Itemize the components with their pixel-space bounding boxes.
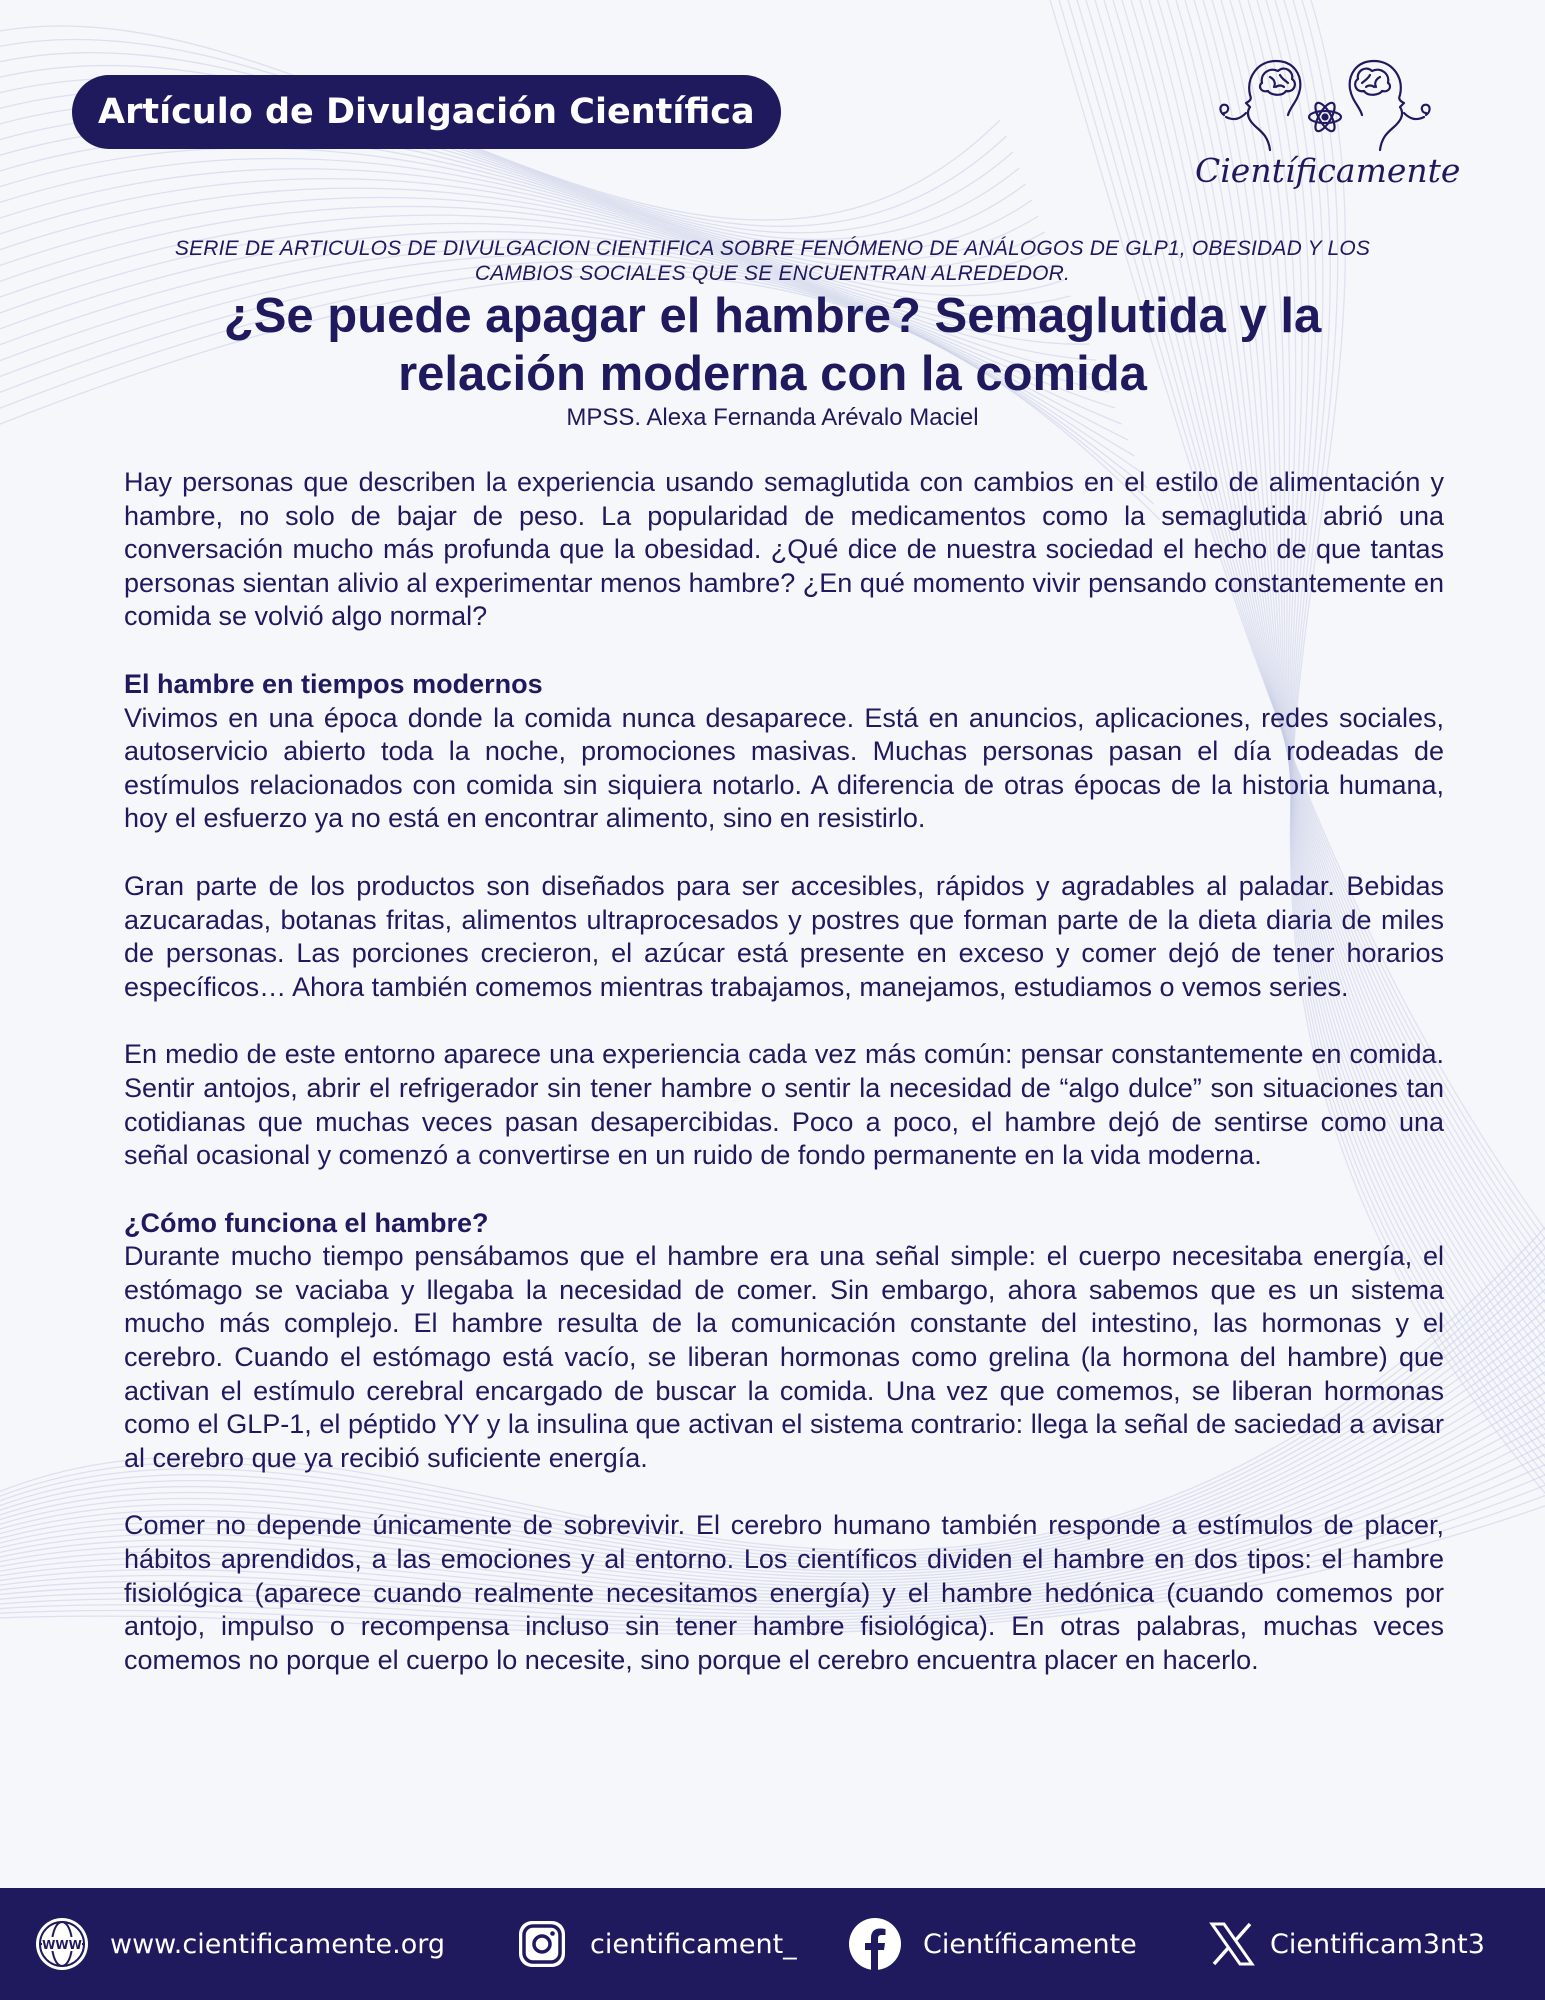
brand-logo[interactable] [1195, 55, 1461, 205]
website-url: www.cientificamente.org [110, 1928, 445, 1960]
brand-name: Científicamente [1195, 151, 1461, 190]
section-heading-how-hunger-works: ¿Cómo funciona el hambre? [124, 1207, 489, 1238]
series-line-2: CAMBIOS SOCIALES QUE SE ENCUENTRAN ALREDEDOR. [474, 262, 1071, 285]
footer-bar [0, 1888, 1545, 2000]
intro-paragraph: Hay personas que describen la experiencia usando semaglutida con cambios en el estilo de alimentación y hambre, no solo de bajar de peso. La popularidad de medicamentos como la semaglutida abrió una conversación mucho más profunda que la obesidad. ¿Qué dice de nuestra sociedad el hecho de que tantas personas sientan alivio al experimentar menos hambre? ¿En qué momento vivir pensando constantemente en comida se volvió algo normal? [124, 467, 1444, 632]
section2-paragraph-2: Comer no depende únicamente de sobrevivir. El cerebro humano también responde a estímulos de placer, hábitos aprendidos, a las emociones y al entorno. Los científicos dividen el hambre en dos tipos: el hambre fisiológica (aparece cuando realmente necesitamos energía) y el hambre hedónica (cuando comemos por antojo, impulso o recompensa incluso sin tener hambre fisiológica). En otras palabras, muchas veces comemos no porque el cuerpo lo necesite, sino porque el cerebro encuentra placer en hacerlo. [124, 1510, 1444, 1675]
section-heading-modern-hunger: El hambre en tiempos modernos [124, 668, 543, 699]
svg-text:WWW: WWW [42, 1938, 82, 1952]
facebook-icon [847, 1916, 903, 1972]
footer-facebook-link[interactable] [847, 1914, 1137, 1974]
footer-x-link[interactable] [1204, 1914, 1485, 1974]
series-subtitle [110, 236, 1435, 286]
series-line-1: SERIE DE ARTICULOS DE DIVULGACION CIENTIFICA SOBRE FENÓMENO DE ANÁLOGOS DE GLP1, OBESIDAD Y LOS [174, 237, 1371, 260]
instagram-handle: cientificament_ [590, 1928, 797, 1960]
facebook-page: Científicamente [923, 1928, 1137, 1960]
section1-paragraph-1: Vivimos en una época donde la comida nunca desaparece. Está en anuncios, aplicaciones, redes sociales, autoservicio abierto toda la noche, promociones masivas. Muchas personas pasan el día rodeadas de estímulos relacionados con comida sin siquiera notarlo. A diferencia de otras épocas de la historia humana, hoy el esfuerzo ya no está en encontrar alimento, sino en resistirlo. [124, 702, 1444, 834]
article-type-badge: Artículo de Divulgación Científica [72, 75, 781, 149]
two-brains-atom-icon [1210, 55, 1440, 155]
x-handle: Cientificam3nt3 [1270, 1928, 1485, 1960]
footer-website-link[interactable] [34, 1914, 445, 1974]
footer-instagram-link[interactable] [514, 1914, 797, 1974]
instagram-icon [514, 1916, 570, 1972]
title-line-1: ¿Se puede apagar el hambre? Semaglutida y la [223, 289, 1322, 343]
article-author: MPSS. Alexa Fernanda Arévalo Maciel [566, 404, 979, 431]
globe-icon [34, 1916, 90, 1972]
section2-paragraph-1: Durante mucho tiempo pensábamos que el hambre era una señal simple: el cuerpo necesitaba energía, el estómago se vaciaba y llegaba la necesidad de comer. Sin embargo, ahora sabemos que es un sistema mucho más complejo. El hambre resulta de la comunicación constante del intestino, las hormonas y el cerebro. Cuando el estómago está vacío, se liberan hormonas como grelina (la hormona del hambre) que activan el estímulo cerebral encargado de buscar la comida. Una vez que comemos, se liberan hormonas como el GLP-1, el péptido YY y la insulina que activan el sistema contrario: llega la señal de saciedad a avisar al cerebro que ya recibió suficiente energía. [124, 1241, 1444, 1473]
article-body [124, 466, 1444, 1677]
x-logo-icon [1204, 1916, 1260, 1972]
title-line-2: relación moderna con la comida [398, 347, 1147, 401]
section1-paragraph-2: Gran parte de los productos son diseñados para ser accesibles, rápidos y agradables al paladar. Bebidas azucaradas, botanas fritas, alimentos ultraprocesados y postres que forman parte de la dieta diaria de miles de personas. Las porciones crecieron, el azúcar está presente en exceso y comer dejó de tener horarios específicos… Ahora también comemos mientras trabajamos, manejamos, estudiamos o vemos series. [124, 870, 1444, 1002]
section1-paragraph-3: En medio de este entorno aparece una experiencia cada vez más común: pensar constantemente en comida. Sentir antojos, abrir el refrigerador sin tener hambre o sentir la necesidad de “algo dulce” son situaciones tan cotidianas que muchas veces pasan desapercibidas. Poco a poco, el hambre dejó de sentirse como una señal ocasional y comenzó a convertirse en un ruido de fondo permanente en la vida moderna. [124, 1039, 1444, 1171]
article-title [110, 287, 1435, 403]
